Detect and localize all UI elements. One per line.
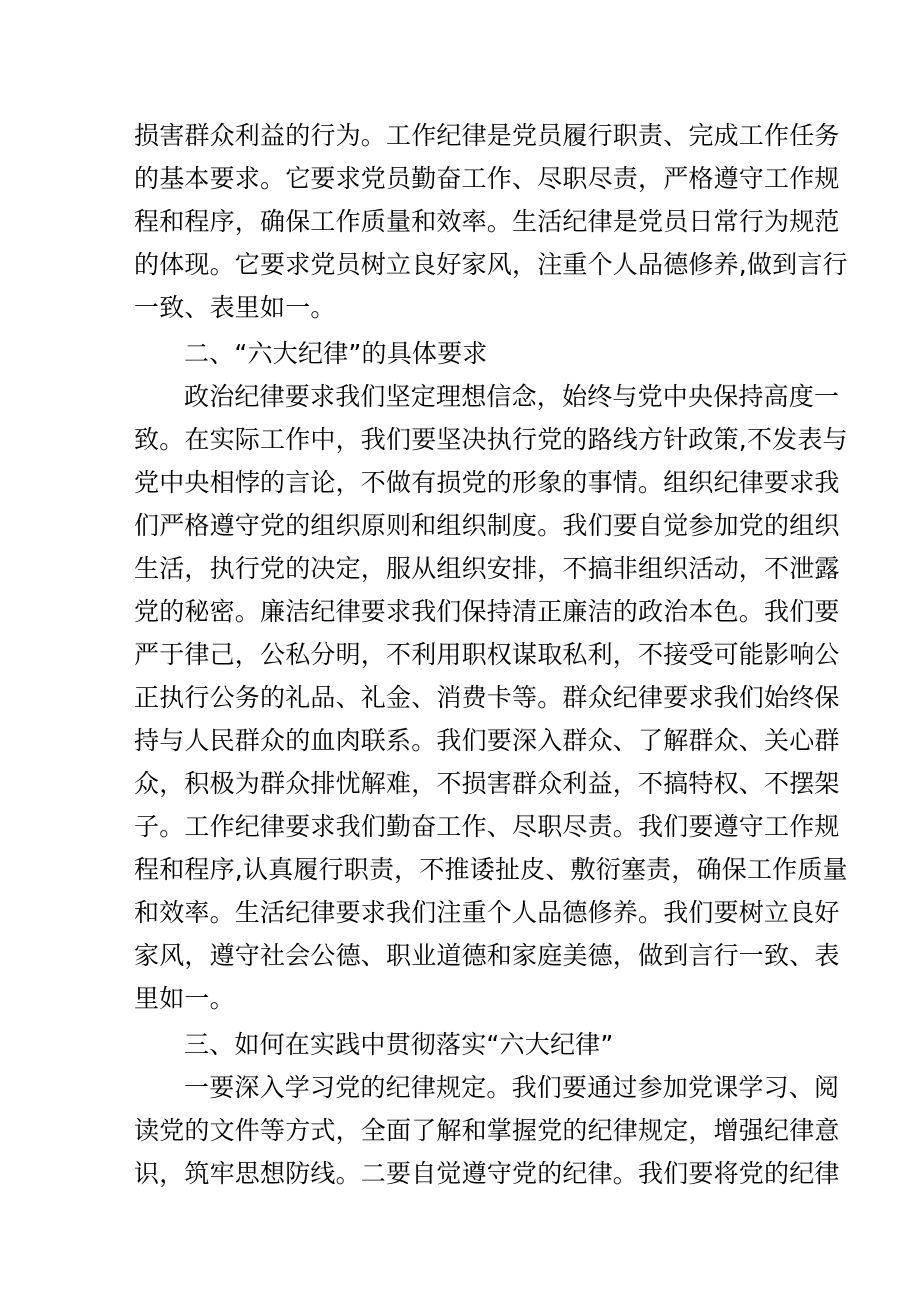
section-heading-2: 二、“六大纪律”的具体要求 bbox=[184, 339, 488, 368]
paragraph-first-line: 政治纪律要求我们坚定理想信念，始终与党中央保持高度一 bbox=[184, 382, 840, 411]
text-line: 程和程序,认真履行职责，不推诿扯皮、敷衍塞责，确保工作质量 bbox=[134, 855, 848, 884]
text-line: 严于律己，公私分明，不利用职权谋取私利，不接受可能影响公 bbox=[134, 640, 840, 669]
text-line: 识，筑牢思想防线。二要自觉遵守党的纪律。我们要将党的纪律 bbox=[134, 1159, 840, 1188]
text-line: 正执行公务的礼品、礼金、消费卡等。群众纪律要求我们始终保 bbox=[134, 683, 840, 712]
paragraph-first-line: 一要深入学习党的纪律规定。我们要通过参加党课学习、阅 bbox=[184, 1073, 840, 1102]
text-line: 众，积极为群众排忧解难，不损害群众利益，不搞特权、不摆架 bbox=[134, 769, 840, 798]
text-line: 家风，遵守社会公德、职业道德和家庭美德，做到言行一致、表 bbox=[134, 941, 840, 970]
text-line: 损害群众利益的行为。工作纪律是党员履行职责、完成工作任务 bbox=[134, 121, 840, 150]
text-line: 致。在实际工作中，我们要坚决执行党的路线方针政策,不发表与 bbox=[134, 425, 848, 454]
text-line: 和效率。生活纪律要求我们注重个人品德修养。我们要树立良好 bbox=[134, 898, 840, 927]
text-line: 的体现。它要求党员树立良好家风，注重个人品德修养,做到言行 bbox=[134, 250, 848, 279]
text-line: 读党的文件等方式，全面了解和掌握党的纪律规定，增强纪律意 bbox=[134, 1116, 840, 1145]
text-line: 党中央相悖的言论，不做有损党的形象的事情。组织纪律要求我 bbox=[134, 468, 840, 497]
text-line: 的基本要求。它要求党员勤奋工作、尽职尽责，严格遵守工作规 bbox=[134, 164, 840, 193]
text-line: 持与人民群众的血肉联系。我们要深入群众、了解群众、关心群 bbox=[134, 726, 840, 755]
text-line: 党的秘密。廉洁纪律要求我们保持清正廉洁的政治本色。我们要 bbox=[134, 597, 840, 626]
text-line: 一致、表里如一。 bbox=[134, 293, 336, 322]
text-line: 程和程序，确保工作质量和效率。生活纪律是党员日常行为规范 bbox=[134, 207, 840, 236]
text-line: 里如一。 bbox=[134, 984, 235, 1013]
text-line: 生活，执行党的决定，服从组织安排，不搞非组织活动，不泄露 bbox=[134, 554, 840, 583]
text-line: 们严格遵守党的组织原则和组织制度。我们要自觉参加党的组织 bbox=[134, 511, 840, 540]
section-heading-3: 三、如何在实践中贯彻落实“六大纪律” bbox=[184, 1030, 614, 1059]
text-line: 子。工作纪律要求我们勤奋工作、尽职尽责。我们要遵守工作规 bbox=[134, 812, 840, 841]
